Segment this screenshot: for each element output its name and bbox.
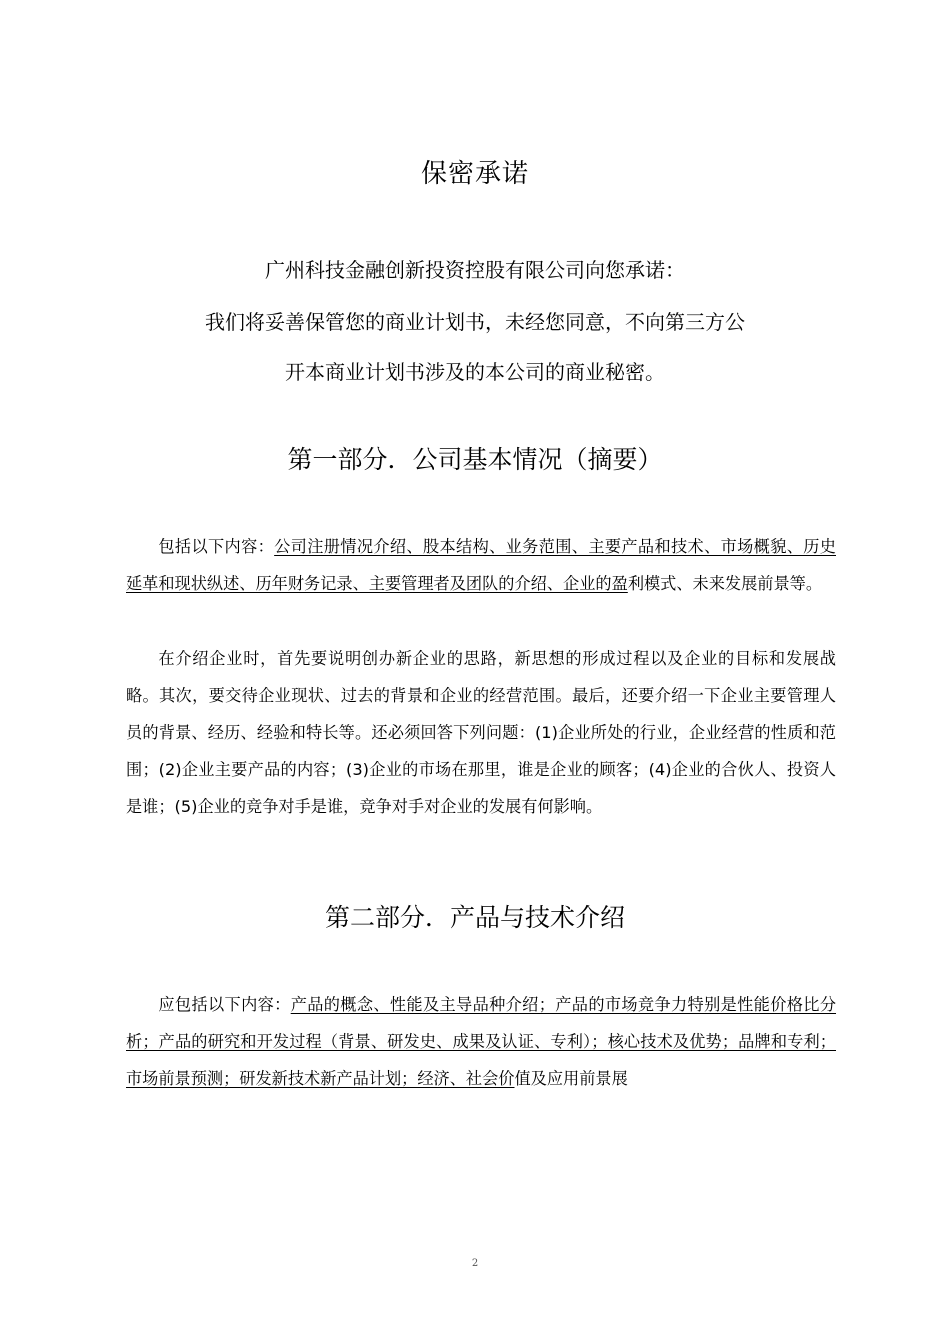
section-2-para-1-underlined: 产品的概念、性能及主导品种介绍；产品的市场竞争力特别是性能价格比分析；产品的研究和开发过程（背景、研发史、成果及认证、专利）；核心技术及优势；品牌和专利；市场前景预测；研发新技术新产品计划；经济、社会价 <box>126 995 837 1088</box>
section-1-paragraph-1 <box>126 528 836 602</box>
pledge-line-2: 我们将妥善保管您的商业计划书，未经您同意，不向第三方公 <box>205 310 745 334</box>
section-1-para-1-rest: 利模式、未来发展前景等。 <box>627 574 823 593</box>
section-2-para-1-lead: 应包括以下内容： <box>158 995 291 1014</box>
section-2-paragraph-1 <box>126 986 836 1097</box>
page-title: 保密承诺 <box>420 159 529 189</box>
pledge-line-1: 广州科技金融创新投资控股有限公司向您承诺： <box>265 258 685 282</box>
section-1-para-1-lead: 包括以下内容： <box>158 537 275 556</box>
pledge-line-3: 开本商业计划书涉及的本公司的商业秘密。 <box>285 360 665 384</box>
section-1-para-1-underlined: 公司注册情况介绍、股本结构、业务范围、主要产品和技术、市场概貌、历史延革和现状纵述、历年财务记录、主要管理者及团队的介绍、企业的盈 <box>126 537 836 593</box>
section-2-heading: 第二部分．产品与技术介绍 <box>324 903 625 932</box>
section-1-heading: 第一部分．公司基本情况（摘要） <box>287 445 663 474</box>
section-1-paragraph-2: 在介绍企业时，首先要说明创办新企业的思路，新思想的形成过程以及企业的目标和发展战略。其次，要交待企业现状、过去的背景和企业的经营范围。最后，还要介绍一下企业主要管理人员的背景、经历、经验和特长等。还必须回答下列问题：(1)企业所处的行业，企业经营的性质和范围；(2)企业主要产品的内容；(3)企业的市场在那里，谁是企业的顾客；(4)企业的合伙人、投资人是谁；(5)企业的竞争对手是谁，竞争对手对企业的发展有何影响。 <box>126 649 836 816</box>
section-2-para-1-rest: 值及应用前景展 <box>514 1069 628 1088</box>
page-number: 2 <box>471 1258 479 1269</box>
